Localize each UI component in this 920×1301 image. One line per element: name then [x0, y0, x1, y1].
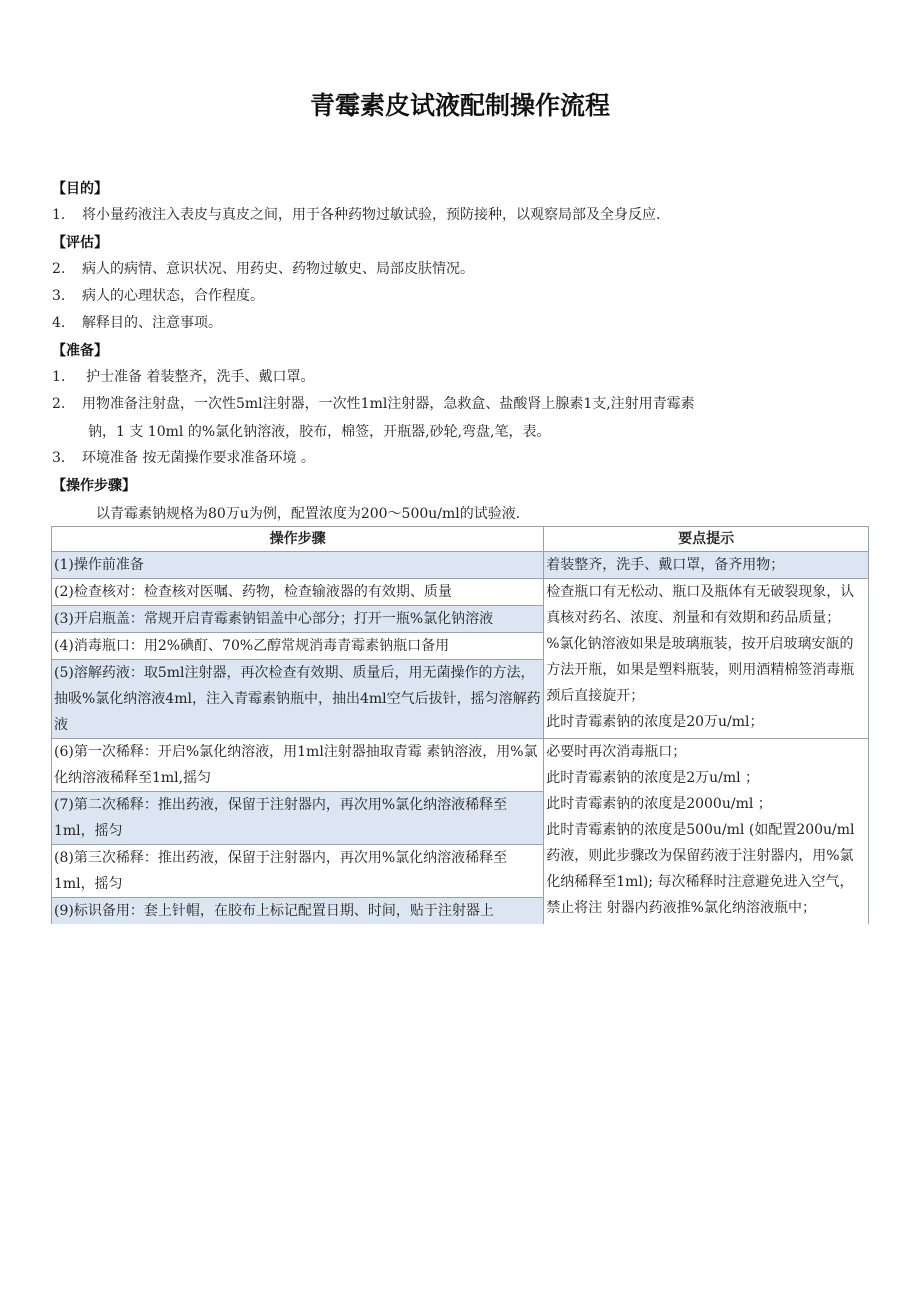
tip-paragraph: 必要时再次消毒瓶口；: [546, 744, 687, 760]
section-heading-purpose: 【目的】: [52, 181, 108, 197]
tip-paragraph: 此时青霉素钠的浓度是20万u/ml；: [546, 714, 764, 730]
step-cell: (9)标识备用：套上针帽，在胶布上标记配置日期、时间，贴于注射器上: [52, 898, 544, 925]
list-item: [52, 394, 695, 414]
list-item-number: 1.: [52, 207, 66, 223]
step-cell: (6)第一次稀释：开启%氯化纳溶液，用1ml注射器抽取青霉 素钠溶液，用%氯化纳溶液稀释至1ml,摇匀: [52, 739, 544, 792]
list-item-number: 2.: [52, 396, 66, 412]
tip-paragraph: 检查瓶口有无松动、瓶口及瓶体有无破裂现象，认真核对药名、浓度、剂量和有效期和药品质量；: [546, 584, 855, 626]
list-item: [52, 259, 474, 279]
step-cell: (3)开启瓶盖：常规开启青霉素钠铝盖中心部分；打开一瓶%氯化钠溶液: [52, 606, 544, 633]
page-title: 青霉素皮试液配制操作流程: [309, 91, 610, 120]
list-item-number: 1.: [52, 369, 66, 385]
step-cell: (8)第三次稀释：推出药液，保留于注射器内，再次用%氯化纳溶液稀释至1ml，摇匀: [52, 845, 544, 898]
steps-table: [51, 526, 869, 924]
section-heading-steps: 【操作步骤】: [52, 478, 136, 494]
section-heading-preparation: 【准备】: [52, 343, 108, 359]
steps-intro: 以青霉素钠规格为80万u为例，配置浓度为200〜500u/ml的试验液.: [96, 506, 521, 522]
list-item-text: 病人的病情、意识状况、用药史、药物过敏史、局部皮肤情况。: [82, 261, 474, 277]
table-row: [52, 739, 869, 792]
tip-cell-group-1: [544, 579, 869, 739]
section-heading-assessment: 【评估】: [52, 235, 108, 251]
list-item-number: 2.: [52, 261, 66, 277]
table-header-tips: 要点提示: [544, 527, 869, 552]
list-item-text: 将小量药液注入表皮与真皮之间，用于各种药物过敏试验，预防接种，以观察局部及全身反应.: [82, 207, 661, 223]
list-item-number: 3.: [52, 450, 66, 466]
list-item-number: 3.: [52, 288, 66, 304]
tip-paragraph: 此时青霉素钠的浓度是2万u/ml ；: [546, 770, 760, 786]
list-item-text: 解释目的、注意事项。: [82, 315, 222, 331]
table-header-row: [52, 527, 869, 552]
list-item-text: 环境准备 按无菌操作要求准备环境 。: [82, 450, 315, 466]
step-cell: (4)消毒瓶口：用2%碘酊、70%乙醇常规消毒青霉素钠瓶口备用: [52, 633, 544, 660]
list-item-text: 护士准备 着装整齐，洗手、戴口罩。: [86, 369, 315, 385]
tip-cell-group-2: [544, 739, 869, 925]
list-item-text: 病人的心理状态，合作程度。: [82, 288, 264, 304]
table-row: [52, 552, 869, 579]
list-item: [52, 448, 315, 468]
table-row: [52, 579, 869, 606]
step-cell: (7)第二次稀释：推出药液，保留于注射器内，再次用%氯化纳溶液稀释至1ml，摇匀: [52, 792, 544, 845]
step-cell: (1)操作前准备: [52, 552, 544, 579]
tip-paragraph: 此时青霉素钠的浓度是2000u/ml ；: [546, 796, 772, 812]
list-item: [52, 313, 222, 333]
tip-paragraph: 此时青霉素钠的浓度是500u/ml (如配置200u/ml药液，则此步骤改为保留药液于注射器内，用%氯化纳稀释至1ml); 每次稀释时注意避免进入空气，禁止将注 射器内药液推%氯化纳溶液瓶中；: [546, 822, 855, 916]
tip-paragraph: %氯化钠溶液如果是玻璃瓶装，按开启玻璃安瓿的方法开瓶，如果是塑料瓶装，则用酒精棉签消毒瓶颈后直接旋开；: [546, 636, 855, 704]
table-header-steps: 操作步骤: [52, 527, 544, 552]
list-item-continuation: 钠，1 支 10ml 的%氯化钠溶液，胶布，棉签，开瓶器,砂轮,弯盘,笔，表。: [88, 424, 551, 440]
tip-cell: 着装整齐，洗手、戴口罩，备齐用物；: [544, 552, 869, 579]
step-cell: (5)溶解药液：取5ml注射器，再次检查有效期、质量后，用无菌操作的方法，抽吸%氯化纳溶液4ml，注入青霉素钠瓶中，抽出4ml空气后拔针，摇匀溶解药液: [52, 660, 544, 739]
list-item-number: 4.: [52, 315, 66, 331]
step-cell: (2)检查核对：检查核对医嘱、药物，检查输液器的有效期、质量: [52, 579, 544, 606]
list-item: [52, 205, 660, 225]
list-item: [52, 367, 314, 387]
list-item: [52, 286, 264, 306]
list-item-text: 用物准备注射盘，一次性5ml注射器，一次性1ml注射器，急救盒、盐酸肾上腺素1支,注射用青霉素: [82, 396, 695, 412]
